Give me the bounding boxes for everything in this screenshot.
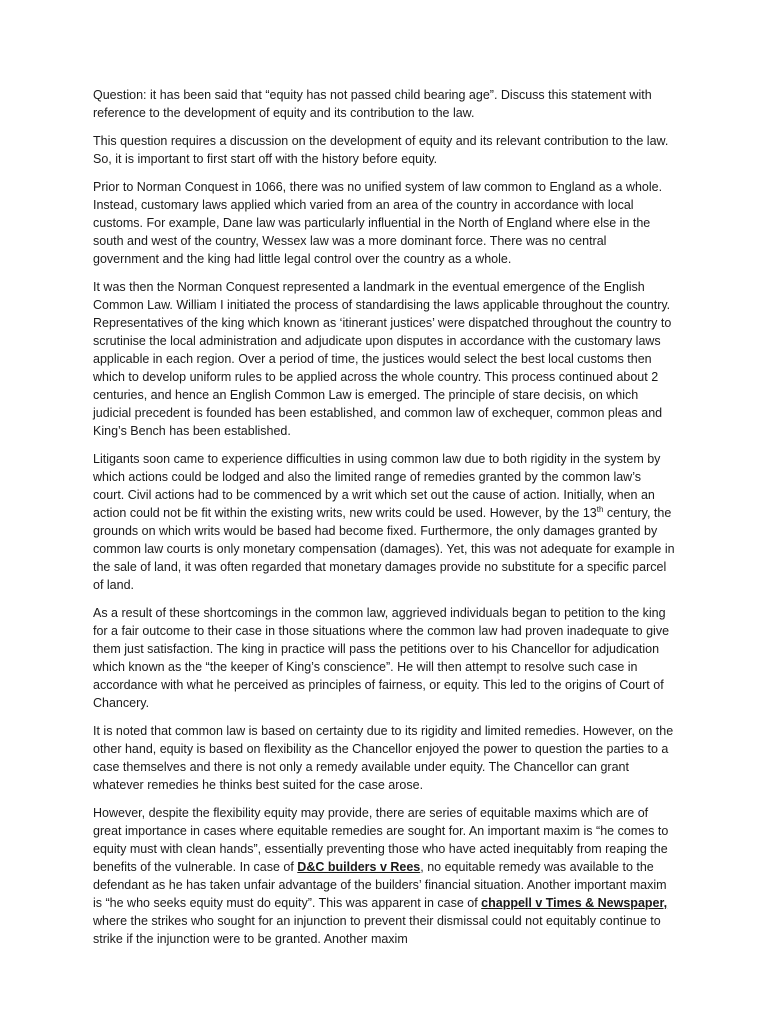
p8-text-b: , no equitable remedy was available to the defendant as he has taken unfair advantage of the builders’ financial situation. Another important maxim is “he who seeks equity must do equity”. This was apparent in case of	[93, 860, 667, 910]
paragraph-pre-conquest: Prior to Norman Conquest in 1066, there was no unified system of law common to England as a whole. Instead, customary laws applied which varied from an area of the country in accordance with local customs. For example, Dane law was particularly influential in the North of England where else in the south and west of the country, Wessex law was a more dominant force. There was no central government and the king had little legal control over the country as a whole.	[93, 180, 663, 266]
paragraph-norman-conquest: It was then the Norman Conquest represented a landmark in the eventual emergence of the English Common Law. William I initiated the process of standardising the laws applicable throughout the country. Representatives of the king which known as ‘itinerant justices’ were dispatched throughout the country to scrutinise the local administration and adjudicate upon disputes in accordance with the customary laws applicable in each region. Over a period of time, the justices would select the best local customs then which to develop uniform rules to be applied across the whole country. This process continued about 2 centuries, and hence an English Common Law is emerged. The principle of stare decisis, on which judicial precedent is founded has been established, and common law of exchequer, common pleas and King’s Bench has been established.	[93, 280, 672, 438]
p5-superscript: th	[596, 504, 604, 514]
paragraph-intro: This question requires a discussion on the development of equity and its relevant contribution to the law. So, it is important to first start off with the history before equity.	[93, 134, 669, 166]
paragraph-question: Question: it has been said that “equity has not passed child bearing age”. Discuss this statement with reference to the development of equity and its contribution to the law.	[93, 88, 652, 120]
paragraph-petitions: As a result of these shortcomings in the common law, aggrieved individuals began to petition to the king for a fair outcome to their case in those situations where the common law had proven inadequate to give them just satisfaction. The king in practice will pass the petitions over to his Chancellor for adjudication which known as the “the keeper of King’s conscience”. He will then attempt to resolve such case in accordance with what he perceived as principles of fairness, or equity. This led to the origins of Court of Chancery.	[93, 606, 670, 710]
case-link-chappell[interactable]: chappell v Times & Newspaper,	[481, 896, 668, 910]
paragraph-litigants	[93, 450, 675, 594]
case-link-dc-builders[interactable]: D&C builders v Rees	[297, 860, 421, 874]
document-page	[93, 86, 675, 955]
paragraph-certainty: It is noted that common law is based on certainty due to its rigidity and limited remedies. However, on the other hand, equity is based on flexibility as the Chancellor enjoyed the power to question the parties to a case themselves and there is not only a remedy available under equity. The Chancellor can grant whatever remedies he thinks best suited for the case arose.	[93, 724, 674, 792]
p8-text-a: However, despite the flexibility equity may provide, there are series of equitable maxims which are of great importance in cases where equitable remedies are sought for. An important maxim is “he comes to equity must with clean hands”, essentially preventing those who have acted inequitably from reaping the benefits of the vulnerable. In case of	[93, 806, 669, 874]
p5-text-b: century, the grounds on which writs would be based had become fixed. Furthermore, the only damages granted by common law courts is only monetary compensation (damages). Yet, this was not adequate for example in the sale of land, it was often regarded that monetary damages provide no substitute for a specific parcel of land.	[93, 506, 675, 592]
p5-text-a: Litigants soon came to experience difficulties in using common law due to both rigidity in the system by which actions could be lodged and also the limited range of remedies granted by the common law’s court. Civil actions had to be commenced by a writ which set out the cause of action. Initially, when an action could not be fit within the existing writs, new writs could be used. However, by the 13	[93, 452, 661, 520]
p8-text-c: where the strikes who sought for an injunction to prevent their dismissal could not equitably continue to strike if the injunction were to be granted. Another maxim	[93, 914, 661, 946]
paragraph-maxims	[93, 804, 675, 948]
